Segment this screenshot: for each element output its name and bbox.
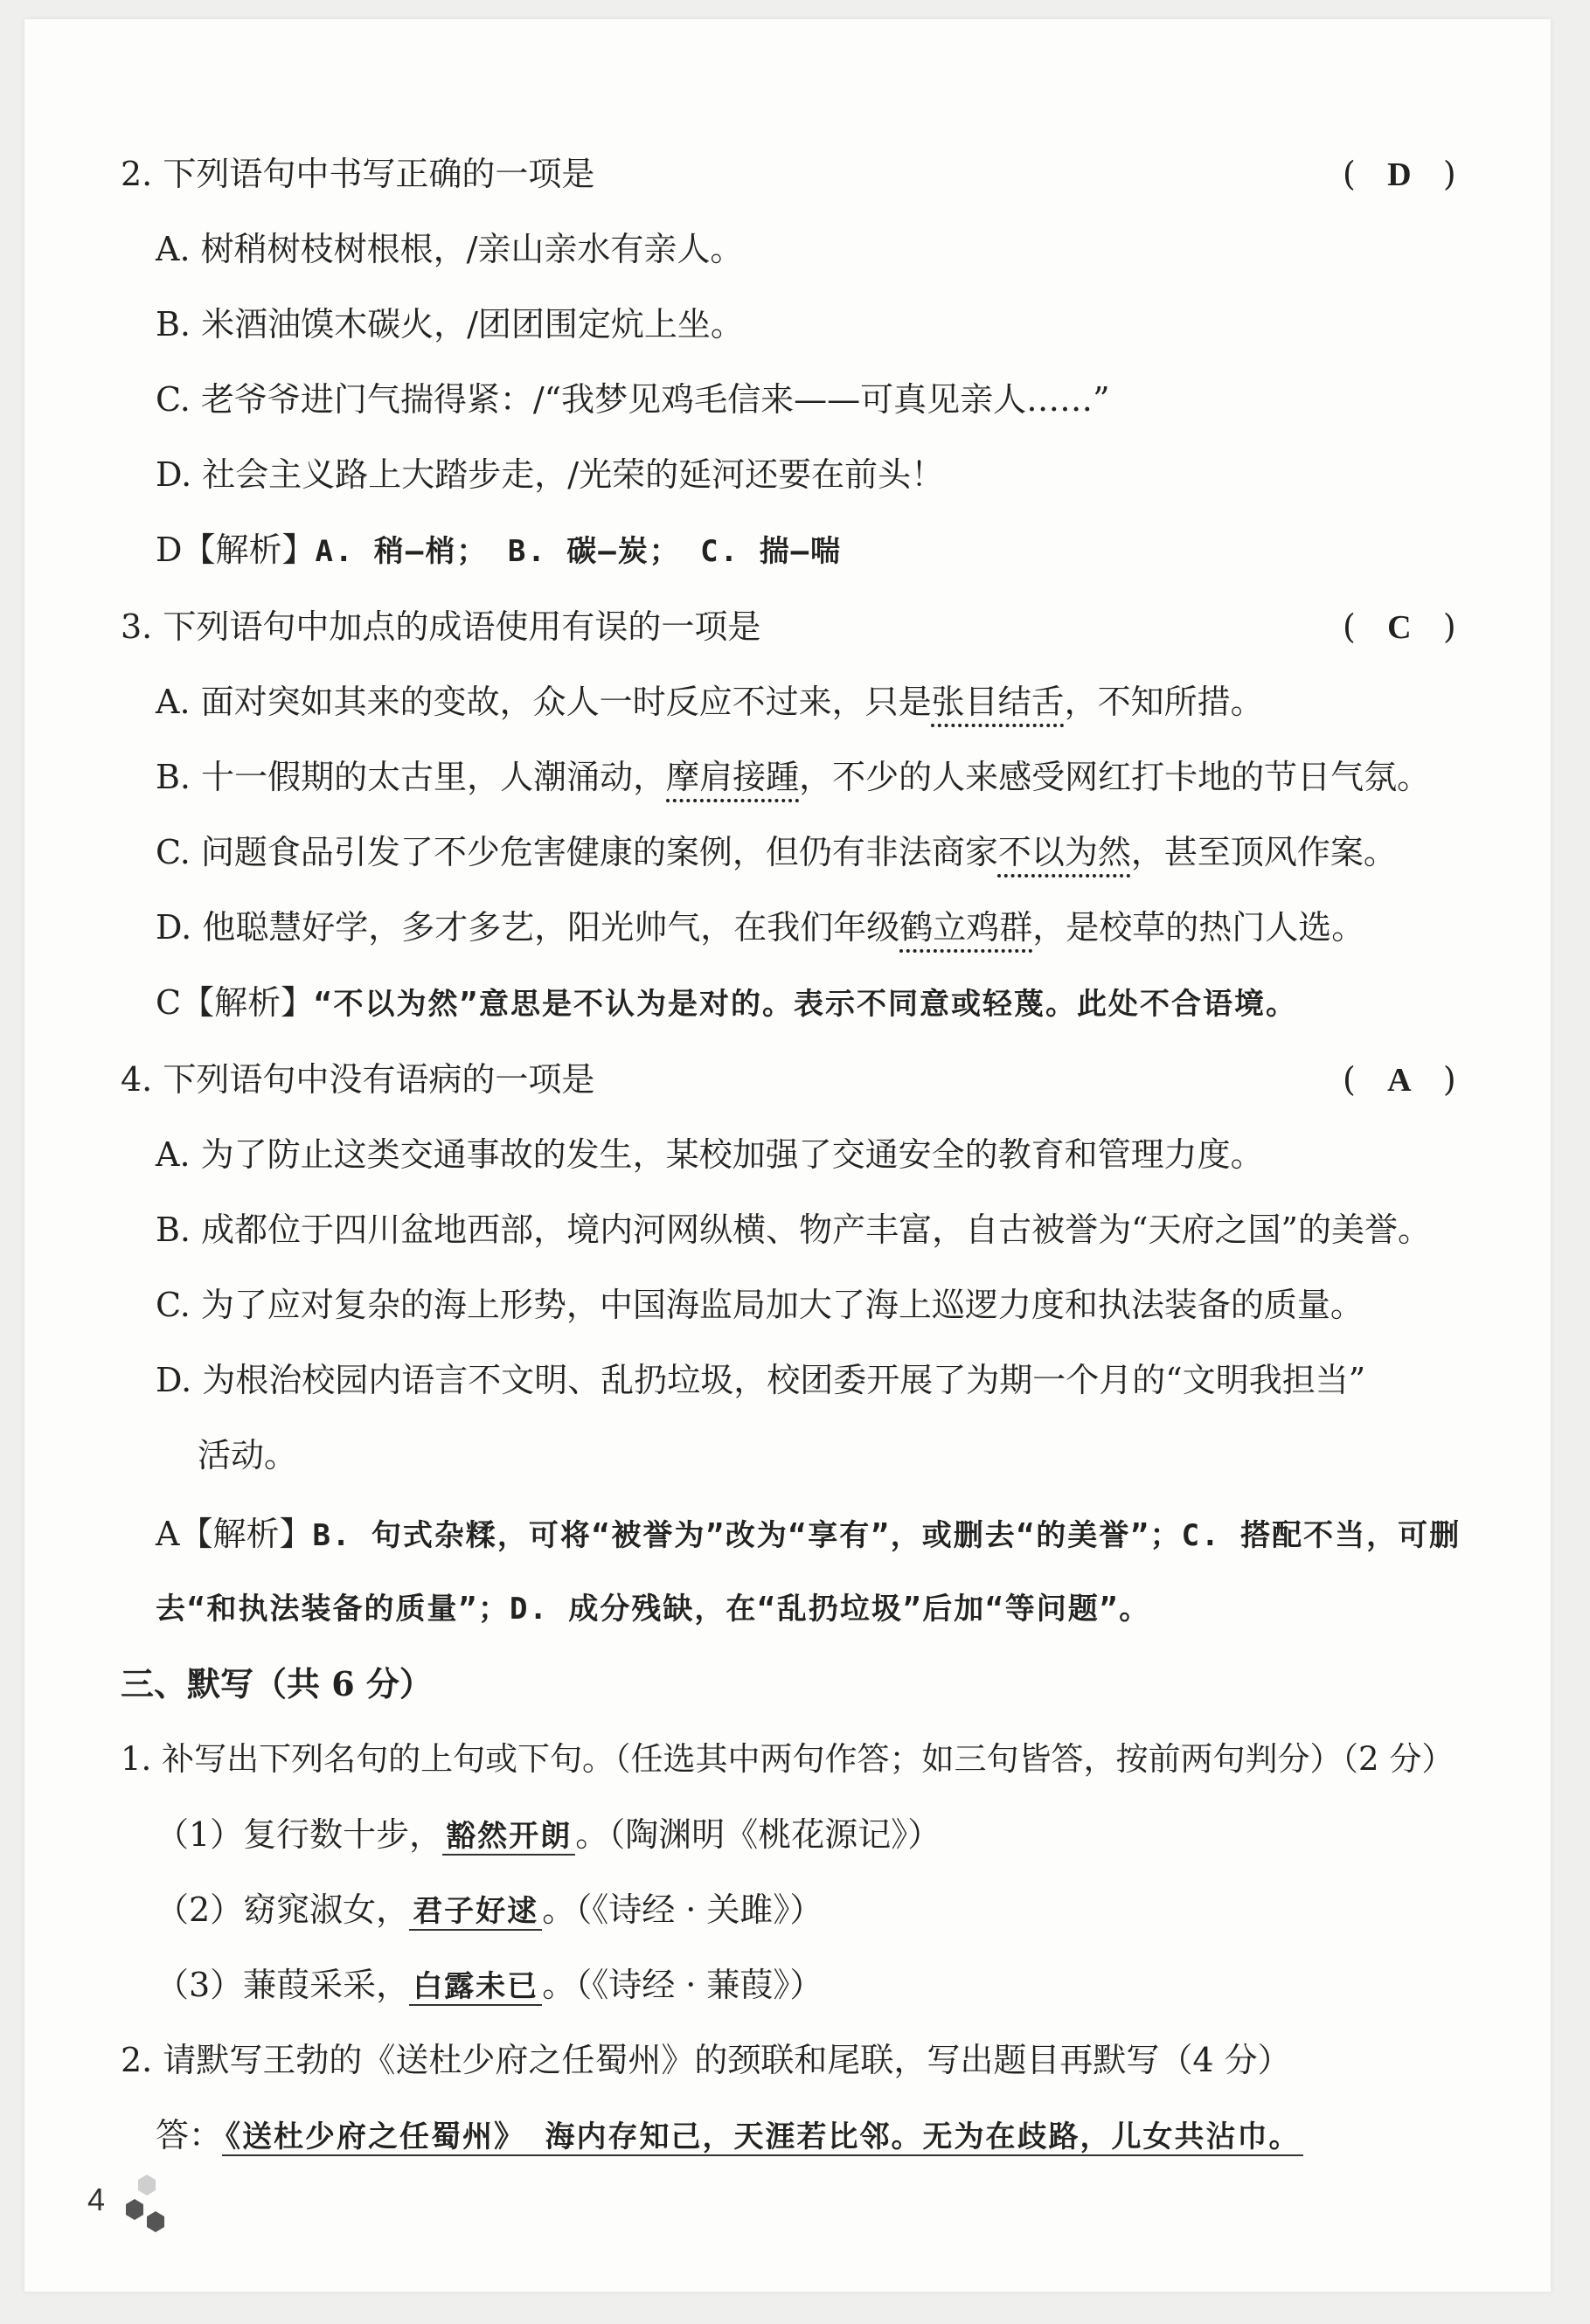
q3-option-c-post: ，甚至顶风作案。 [1130,833,1397,871]
q4-option-d: D. 为根治校园内语言不文明、乱扔垃圾，校团委开展了为期一个月的“文明我担当” [156,1361,1366,1399]
q3-option-c [156,832,1397,872]
s3-q2-answer [156,2115,1303,2157]
q3-option-b-post: ，不少的人来感受网红打卡地的节日气氛。 [799,758,1431,796]
q3-stem: 3. 下列语句中加点的成语使用有误的一项是 [121,607,761,646]
s3-q2-answer-label: 答： [156,2116,223,2154]
q3-option-a [156,682,1264,722]
q4-analysis-line2: 去“和执法装备的质量”；D. 成分残缺，在“乱扔垃圾”后加“等问题”。 [156,1592,1151,1627]
q4-option-d-cont: 活动。 [198,1436,298,1474]
section3-title: 三、默写（共 6 分） [121,1664,433,1703]
q3-option-a-idiom: 张目结舌 [931,683,1065,721]
q3-option-b-idiom: 摩肩接踵 [666,758,800,796]
q4-stem: 4. 下列语句中没有语病的一项是 [121,1060,595,1099]
s3-item-2-fill: 君子好逑 [409,1894,542,1931]
page-number: 4 [87,2182,106,2217]
s3-item-1-fill: 豁然开朗 [442,1819,575,1856]
q2-option-d: D. 社会主义路上大踏步走，/光荣的延河还要在前头！ [156,455,945,494]
s3-item-1-pre: （1）复行数十步， [156,1815,443,1854]
q3-option-a-post: ，不知所措。 [1064,683,1264,721]
q2-analysis-text: A. 稍—梢； B. 碳—炭； C. 揣—喘 [315,534,843,569]
q2-option-a: A. 树稍树枝树根根，/亲山亲水有亲人。 [156,230,744,268]
workbook-page [24,19,1551,2292]
s3-item-1-post: 。（陶渊明《桃花源记》） [575,1815,941,1854]
q2-answer: D [1387,156,1412,193]
q4-answer: A [1387,1062,1412,1099]
q2-option-c: C. 老爷爷进门气揣得紧：/“我梦见鸡毛信来——可真见亲人……” [156,380,1110,419]
q3-answer-bracket: ( C ) [1343,607,1456,646]
q3-analysis-prefix: C【解析】 [156,983,315,1022]
s3-q2-stem: 2. 请默写王勃的《送杜少府之任蜀州》的颈联和尾联，写出题目再默写（4 分） [121,2041,1291,2079]
s3-item-2-pre: （2）窈窕淑女， [156,1890,410,1929]
q3-option-d-pre: D. 他聪慧好学，多才多艺，阳光帅气，在我们年级 [156,908,900,947]
s3-item-3 [156,1965,823,2007]
q3-analysis-text: “不以为然”意思是不认为是对的。表示不同意或轻蔑。此处不合语境。 [314,987,1298,1022]
q4-analysis-prefix: A【解析】 [156,1515,313,1553]
q4-option-b: B. 成都位于四川盆地西部，境内河网纵横、物产丰富，自古被誉为“天府之国”的美誉。 [156,1211,1431,1249]
q2-answer-bracket: ( D ) [1343,155,1456,193]
q2-analysis [156,530,842,572]
page-hex-decoration-icon [121,2171,191,2241]
q4-option-a: A. 为了防止这类交通事故的发生，某校加强了交通安全的教育和管理力度。 [156,1135,1264,1174]
q2-analysis-prefix: D【解析】 [156,531,316,569]
s3-item-3-post: 。（《诗经 · 蒹葭》） [542,1966,823,2004]
q3-option-a-pre: A. 面对突如其来的变故，众人一时反应不过来，只是 [156,683,932,721]
q3-answer: C [1387,609,1412,646]
s3-item-3-pre: （3）蒹葭采采， [156,1966,410,2004]
q3-analysis [156,982,1297,1024]
q2-option-b: B. 米酒油馍木碳火，/团团围定炕上坐。 [156,305,744,343]
s3-item-1 [156,1814,941,1856]
q4-analysis-text1: B. 句式杂糅，可将“被誉为”改为“享有”，或删去“的美誉”；C. 搭配不当，可删 [312,1518,1462,1553]
q3-option-b-pre: B. 十一假期的太古里，人潮涌动， [156,758,667,796]
q4-answer-bracket: ( A ) [1343,1060,1456,1099]
q4-analysis-line1 [156,1514,1461,1556]
q3-option-d-idiom: 鹤立鸡群 [899,908,1033,947]
s3-q1-stem: 1. 补写出下列名句的上句或下句。（任选其中两句作答；如三句皆答，按前两句判分）（2 分） [121,1740,1455,1778]
s3-item-2 [156,1890,823,1932]
q3-option-b [156,757,1430,797]
q3-option-c-idiom: 不以为然 [997,833,1131,871]
q3-option-c-pre: C. 问题食品引发了不少危害健康的案例，但仍有非法商家 [156,833,998,871]
s3-item-2-post: 。（《诗经 · 关雎》） [542,1890,823,1929]
q2-stem: 2. 下列语句中书写正确的一项是 [121,155,595,193]
q4-option-c: C. 为了应对复杂的海上形势，中国海监局加大了海上巡逻力度和执法装备的质量。 [156,1286,1364,1324]
q3-option-d-post: ，是校草的热门人选。 [1032,908,1365,947]
s3-q2-answer-text: 《送杜少府之任蜀州》 海内存知己，天涯若比邻。无为在歧路，儿女共沾巾。 [222,2119,1303,2156]
q3-option-d [156,907,1364,947]
s3-item-3-fill: 白露未已 [409,1969,542,2006]
